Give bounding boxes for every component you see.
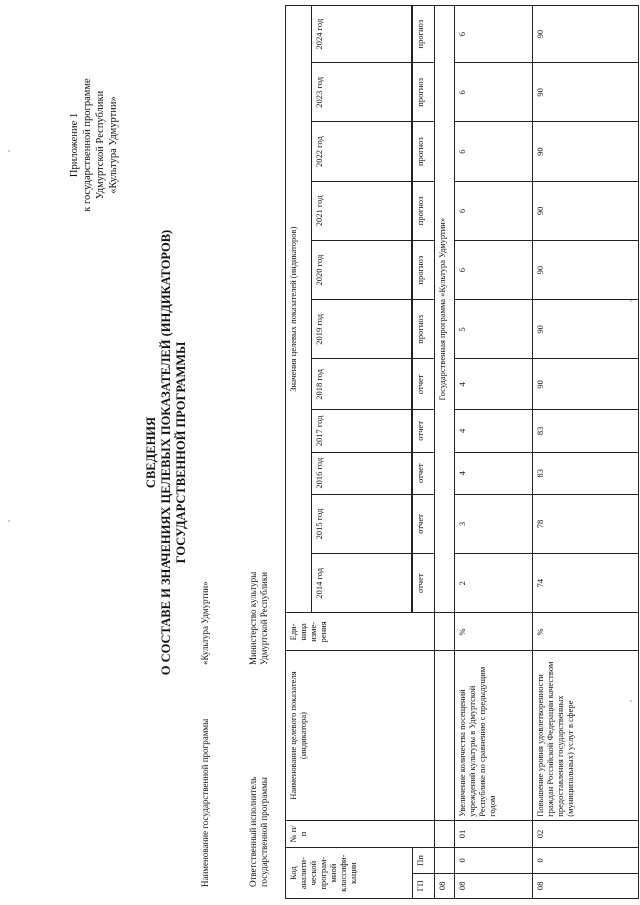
row-value: 4 [455, 359, 533, 410]
year-header: 2017 год [312, 410, 412, 452]
year-header: 2015 год [312, 494, 412, 553]
header-num: № п/п [286, 820, 435, 848]
executor-value-line: Министерство культуры [248, 571, 258, 665]
program-label: Наименование государственной программы [200, 718, 210, 887]
year-header: 2014 год [312, 554, 412, 613]
row-value: 90 [533, 240, 639, 299]
row-value: 90 [533, 300, 639, 359]
status-cell: прогноз [413, 181, 435, 240]
status-cell: прогноз [413, 6, 435, 63]
data-rows [455, 6, 639, 899]
status-cell: отчет [413, 452, 435, 494]
row-value: 6 [455, 63, 533, 122]
row-value: 90 [533, 63, 639, 122]
appendix-line: Удмуртской Республики [95, 90, 106, 200]
year-header: 2023 год [312, 63, 412, 122]
year-header: 2020 год [312, 240, 412, 299]
title-line: О СОСТАВЕ И ЗНАЧЕНИЯХ ЦЕЛЕВЫХ ПОКАЗАТЕЛЕЙ (ИНДИКАТОРОВ) [159, 229, 173, 676]
header-values: Значения целевых показателей (индикаторов) [286, 6, 312, 613]
program-gp: 08 [435, 873, 455, 898]
row-value: 4 [455, 452, 533, 494]
row-value: 5 [455, 300, 533, 359]
row-value: 3 [455, 494, 533, 553]
row-value: 6 [455, 6, 533, 63]
row-value: 6 [455, 122, 533, 181]
empty-cell [435, 848, 455, 873]
row-unit: % [533, 613, 639, 651]
row-value: 4 [455, 410, 533, 452]
table-row [455, 6, 533, 899]
header-code: Код аналити- ческой програм- мной классифи- кации [286, 848, 413, 899]
year-header: 2024 год [312, 6, 412, 63]
row-value: 90 [533, 6, 639, 63]
row-value: 83 [533, 452, 639, 494]
document-title [144, 0, 189, 905]
year-header: 2018 год [312, 359, 412, 410]
appendix-line: Приложение 1 [69, 112, 80, 178]
row-num: 02 [533, 820, 639, 848]
row-name: Повышение уровня удовлетворенности граждан Российской Федерации качеством предоставления государственных (муниципальных) услуг в сфере [533, 651, 639, 820]
status-cell: отчет [413, 494, 435, 553]
indicators-table [285, 5, 639, 899]
empty-cell [435, 613, 455, 651]
row-value: 6 [455, 181, 533, 240]
executor-value [248, 572, 270, 665]
row-value: 78 [533, 494, 639, 553]
title-line: СВЕДЕНИЯ [144, 416, 158, 489]
row-num: 01 [455, 820, 533, 848]
header-unit: Еди- ница изме- рения [286, 613, 435, 651]
header-gp: ГП [413, 873, 435, 898]
year-header: 2021 год [312, 181, 412, 240]
program-value: «Культура Удмуртии» [200, 581, 210, 665]
row-value: 90 [533, 181, 639, 240]
row-value: 74 [533, 554, 639, 613]
program-name: Государственная программа «Культура Удмуртии» [435, 6, 455, 613]
status-cell: отчет [413, 554, 435, 613]
row-gp: 08 [455, 873, 533, 898]
empty-cell [435, 820, 455, 848]
row-gp: 08 [533, 873, 639, 898]
executor-label-line: Ответственный исполнитель [248, 776, 258, 887]
row-value: 90 [533, 359, 639, 410]
header-pp: Пп [413, 848, 435, 873]
year-header: 2016 год [312, 452, 412, 494]
executor-label [248, 777, 270, 887]
header-row [286, 6, 312, 899]
executor-label-line: государственной программы [259, 777, 269, 887]
status-cell: прогноз [413, 240, 435, 299]
year-header: 2022 год [312, 122, 412, 181]
row-value: 90 [533, 122, 639, 181]
year-header: 2019 год [312, 300, 412, 359]
header-name: Наименование целевого показателя (индикатора) [286, 651, 435, 820]
row-name: Увеличение количества посещений учреждений культуры в Удмуртской Республике по сравнению с предыдущим годом [455, 651, 533, 820]
status-cell: прогноз [413, 63, 435, 122]
appendix-block [68, 25, 120, 265]
status-cell: прогноз [413, 300, 435, 359]
title-line: ГОСУДАРСТВЕННОЙ ПРОГРАММЫ [174, 341, 188, 564]
appendix-line: к государственной программе [82, 78, 93, 212]
row-pp: 0 [455, 848, 533, 873]
program-row [435, 6, 455, 899]
row-value: 6 [455, 240, 533, 299]
status-cell: отчет [413, 410, 435, 452]
empty-cell [435, 651, 455, 820]
status-cell: прогноз [413, 122, 435, 181]
row-value: 2 [455, 554, 533, 613]
row-unit: % [455, 613, 533, 651]
status-cell: отчет [413, 359, 435, 410]
table-row [533, 6, 639, 899]
appendix-line: «Культура Удмуртии» [108, 96, 119, 194]
row-pp: 0 [533, 848, 639, 873]
row-value: 83 [533, 410, 639, 452]
executor-value-line: Удмуртской Республики [259, 572, 269, 665]
